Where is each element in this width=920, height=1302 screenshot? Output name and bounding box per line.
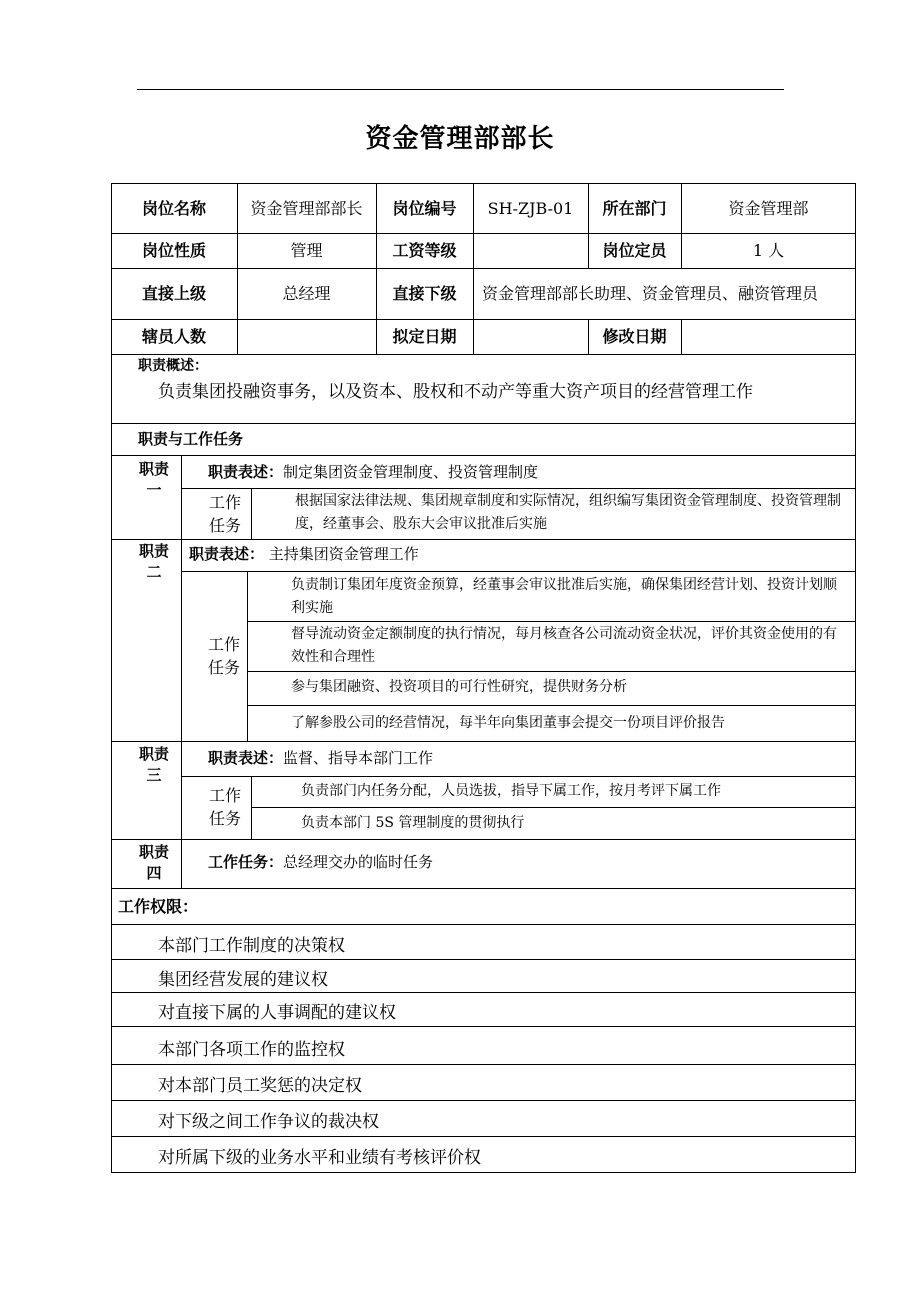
duty-2-label: 职责二	[138, 542, 169, 581]
label-position-name: 岗位名称	[141, 198, 206, 218]
authority-item: 本部门各项工作的监控权	[158, 1040, 345, 1060]
duty-2-task-3: 参与集团融资、投资项目的可行性研究，提供财务分析	[291, 679, 627, 695]
authority-item: 本部门工作制度的决策权	[158, 936, 345, 956]
value-position-code: SH-ZJB-01	[487, 198, 574, 218]
duty-1-task-1: 根据国家法律法规、集团规章制度和实际情况，组织编写集团资金管理制度、投资管理制度，经董事会、股东大会审议批准后实施	[295, 493, 841, 532]
value-department: 资金管理部	[728, 198, 809, 218]
duty-1-label: 职责一	[138, 460, 169, 499]
duty-2-task-4: 了解参股公司的经营情况，每半年向集团董事会提交一份项目评价报告	[291, 715, 725, 731]
duty-1-description: 职责表述：制定集团资金管理制度、投资管理制度	[208, 463, 539, 481]
authority-item: 对本部门员工奖惩的决定权	[158, 1076, 362, 1096]
value-revise-date	[681, 319, 856, 354]
duty-3-label: 职责三	[138, 745, 169, 784]
duty-4-label: 职责四	[138, 843, 169, 882]
label-direct-superior: 直接上级	[141, 284, 206, 303]
duty-2-task-1: 负责制订集团年度资金预算，经董事会审议批准后实施，确保集团经营计划、投资计划顺利实施	[291, 577, 837, 616]
duty-3-task-2: 负责本部门 5S 管理制度的贯彻执行	[301, 815, 525, 831]
page-title: 资金管理部部长	[365, 124, 555, 154]
value-direct-subordinates: 资金管理部部长助理、资金管理员、融资管理员	[482, 284, 819, 303]
label-revise-date: 修改日期	[602, 327, 667, 346]
duty-1-task-label: 工作任务	[208, 493, 241, 535]
value-draft-date	[473, 319, 588, 354]
label-position-nature: 岗位性质	[141, 241, 206, 260]
duty-4-description: 工作任务：总经理交办的临时任务	[208, 853, 434, 871]
authority-item: 集团经营发展的建议权	[158, 970, 328, 990]
value-salary-grade	[473, 233, 588, 268]
label-staff-count: 辖员人数	[141, 327, 206, 346]
label-direct-subordinates: 直接下级	[392, 284, 457, 303]
value-direct-superior: 总经理	[282, 284, 331, 303]
duties-header: 职责与工作任务	[138, 430, 244, 448]
duty-3-description: 职责表述：监督、指导本部门工作	[208, 749, 434, 767]
label-headcount: 岗位定员	[602, 241, 667, 260]
authority-item: 对下级之间工作争议的裁决权	[158, 1112, 379, 1132]
overview-text: 负责集团投融资事务，以及资本、股权和不动产等重大资产项目的经营管理工作	[158, 382, 753, 402]
label-salary-grade: 工资等级	[392, 241, 457, 260]
duty-3-task-label: 工作任务	[208, 786, 241, 828]
label-draft-date: 拟定日期	[392, 327, 457, 346]
authority-item: 对直接下属的人事调配的建议权	[158, 1003, 396, 1023]
value-position-name: 资金管理部部长	[250, 198, 363, 218]
authority-item: 对所属下级的业务水平和业绩有考核评价权	[158, 1148, 481, 1168]
duty-2-description: 职责表述： 主持集团资金管理工作	[189, 545, 419, 563]
value-staff-count	[237, 319, 376, 354]
overview-label: 职责概述：	[138, 358, 208, 374]
label-department: 所在部门	[602, 198, 667, 218]
value-position-nature: 管理	[290, 241, 323, 260]
duty-2-task-label: 工作任务	[207, 635, 240, 677]
duty-2-task-2: 督导流动资金定额制度的执行情况，每月核查各公司流动资金状况，评价其资金使用的有效性和合理性	[291, 626, 837, 665]
authority-label: 工作权限：	[118, 897, 199, 916]
header-rule	[137, 89, 784, 90]
value-headcount: 1 人	[752, 241, 785, 260]
label-position-code: 岗位编号	[392, 198, 457, 218]
duty-3-task-1: 负责部门内任务分配，人员选拔，指导下属工作，按月考评下属工作	[301, 783, 721, 799]
